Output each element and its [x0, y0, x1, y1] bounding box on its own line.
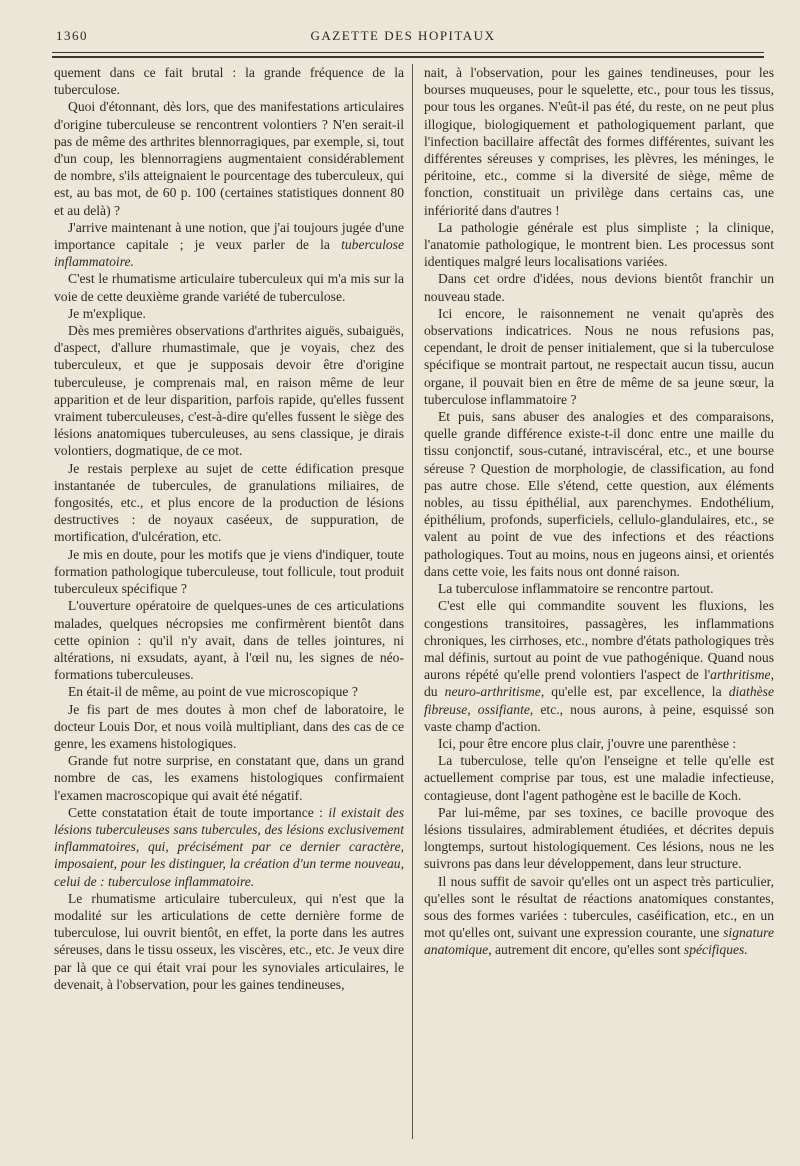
text-run: La tuberculose inflammatoire se rencontre partout. [438, 581, 714, 597]
text-run: La tuberculose, telle qu'on l'enseigne et telle qu'elle est actuellement comprise par tous, est une maladie infectieuse, contagieuse, dont l'agent pathogène est le bacille de Koch. [424, 753, 774, 803]
paragraph [424, 597, 774, 735]
publication-title: GAZETTE DES HOPITAUX [310, 28, 496, 43]
paragraph [424, 408, 774, 580]
paragraph [424, 735, 774, 752]
text-run: La pathologie générale est plus simpliste ; la clinique, l'anatomie pathologique, le montrent bien. Les processus sont identiques malgré leurs localisations variées. [424, 219, 774, 270]
paragraph [54, 64, 404, 98]
text-run: Quoi d'étonnant, dès lors, que des manifestations articulaires d'origine tuberculeuse se rencontrent volontiers ? N'en serait-il pas de même des arthrites blennorragiques, par exemple, si, tout d'un coup, les blennorragiens augmentaient considérablement de nombre, s'ils atteignaient le pourcentage des tuberculeux, qui est, au bas mot, de 60 p. 100 (certaines statistiques donnent 80 et au delà) ? [54, 99, 404, 218]
text-run: Dès mes premières observations d'arthrites aiguës, subaiguës, d'aspect, d'allure rhumastimale, que je voyais, chez des tuberculeux, et que je supposais devoir être d'origine tuberculeuse, je comprenais mal, en raison même de leur apparition et de leur disparition, parfois rapide, qu'elles fussent vraiment tuberculeuses, c'est-à-dire qu'elles fussent le siège des lésions anatomiques tuberculeuses, au sens classique, je dirais volontiers, dogmatique, de ce mot. [54, 323, 404, 459]
text-run: Le rhumatisme articulaire tuberculeux, qui n'est que la modalité sur les articulations de cette dernière forme de tuberculose, lui ouvrit bientôt, en effet, la porte dans les autres séreuses, dans le tissu osseux, les viscères, etc., etc. Je veux dire par là que ce qui était vrai pour les synoviales articulaires, le devenait, à l'observation, pour les gaines tendineuses, [54, 890, 404, 992]
text-run: C'est elle qui commandite souvent les fluxions, les congestions transitoires, passagères, les inflammations chroniques, les cirrhoses, etc., nombre d'états pathologiques très mal définis, surtout au point de vue pathogénique. Quand nous aurons répété qu'elle prend volontiers l'aspect de l' [424, 598, 774, 683]
paragraph [54, 804, 404, 890]
right-column [424, 64, 774, 1144]
italic-text: neuro-arthritisme [444, 684, 541, 700]
italic-text: il existait des lésions tuberculeuses sans tubercules, des lésions exclusivement inflammatoires, qui, précisément par ce dernier caractère, imposaient, pour les distinguer, la création d'un terme nouveau, celui de : tuberculose inflammatoire. [54, 804, 404, 889]
text-run: C'est le rhumatisme articulaire tuberculeux qui m'a mis sur la voie de cette deuxième grande variété de tuberculose. [54, 271, 404, 304]
text-run: , etc., nous aurons, à peine, esquissé son vaste champ d'action. [424, 701, 774, 734]
paragraph [424, 305, 774, 408]
paragraph [54, 597, 404, 683]
paragraph [54, 701, 404, 753]
paragraph [54, 270, 404, 304]
paragraph [54, 683, 404, 700]
paragraph [424, 580, 774, 597]
text-run: quement dans ce fait brutal : la grande fréquence de la tuberculose. [54, 65, 404, 98]
paragraph [54, 890, 404, 993]
text-run: Grande fut notre surprise, en constatant que, dans un grand nombre de cas, les examens histologiques confirmaient l'examen macroscopique qui avait été négatif. [54, 753, 404, 803]
text-run: Je fis part de mes doutes à mon chef de laboratoire, le docteur Louis Dor, et nous voilà multipliant, dans des cas de ce genre, les examens histologiques. [54, 701, 404, 751]
column-divider [412, 64, 413, 1139]
text-run: Cette constatation était de toute importance : [68, 804, 329, 820]
text-run: Je mis en doute, pour les motifs que je viens d'indiquer, toute formation pathologique tuberculeuse, tout follicule, tout produit tuberculeux spécifique ? [54, 546, 404, 597]
paragraph [54, 219, 404, 271]
italic-text: spécifiques. [683, 942, 748, 958]
text-run: , autrement dit encore, qu'elles sont [488, 942, 684, 958]
text-run: nait, à l'observation, pour les gaines tendineuses, pour les bourses muqueuses, pour le squelette, etc., pour tous les tissus, pour tous les organes. N'eût-il pas été, du reste, on ne peut plus illogique, biologiquement et pathologiquement parlant, que l'infection bacillaire affectât des formes différentes, suivant les différentes séreuses y comprises, les plèvres, les méninges, le péritoine, etc., comme si la diversité de siège, même de fonction, constituait un privilège dans certains cas, une infériorité dans d'autres ! [424, 65, 774, 218]
text-run: , du [424, 667, 774, 700]
text-run: L'ouverture opératoire de quelques-unes de ces articulations malades, quelques nécropsies me confirmèrent bientôt dans cette opinion : qu'il n'y avait, dans de telles jointures, ni altérations, ni exsudats, ayant, à l'œil nu, les signes de néo-formations tuberculeuses. [54, 598, 404, 683]
italic-text: diathèse fibreuse, ossifiante [424, 684, 774, 717]
paragraph [424, 64, 774, 219]
page-number: 1360 [56, 28, 88, 43]
text-run: Par lui-même, par ses toxines, ce bacille provoque des lésions tissulaires, admirablement étudiées, et décrites depuis longtemps, surtout histologiquement. Ces lésions, nous ne les suivrons pas dans leur développement, dans leur structure. [424, 804, 774, 872]
text-run: J'arrive maintenant à une notion, que j'ai toujours jugée d'une importance capitale ; je veux parler de la [54, 219, 404, 253]
paragraph [424, 804, 774, 873]
text-run: Dans cet ordre d'idées, nous devions bientôt franchir un nouveau stade. [424, 271, 774, 304]
text-run: Je restais perplexe au sujet de cette édification presque instantanée de tubercules, de granulations miliaires, de fongosités, etc., et plus encore de la production de lésions destructives : de noyaux caséeux, de suppuration, de mortification, d'ulcération, etc. [54, 460, 404, 545]
paragraph [54, 546, 404, 598]
header-rule [52, 52, 764, 53]
italic-text: signature anatomique [424, 925, 774, 958]
italic-text: tuberculose inflammatoire. [54, 237, 404, 270]
text-run: Il nous suffit de savoir qu'elles ont un aspect très particulier, qu'elles sont le résultat de réactions anatomiques constantes, sous des formes variées : tubercules, caséification, etc., en un mot qu'elles ont, suivant une expression courante, une [424, 873, 774, 941]
text-run: Et puis, sans abuser des analogies et des comparaisons, quelle grande différence existe-t-il donc entre une maille du tissu conjonctif, sous-cutané, intraviscéral, etc., et une bourse séreuse ? Question de morphologie, de classification, au fond pas autre chose. Elle s'étend, cette question, aux éléments nobles, au tissu épithélial, aux parenchymes. Endothélium, épithélium, profonds, superficiels, cellulo-glandulaires, etc., se valent au point de vue des infections et des réactions pathologiques. Tout au moins, nous en jugeons ainsi, et orientés dans cette voie, les faits nous ont donné raison. [424, 409, 774, 579]
text-run: En était-il de même, au point de vue microscopique ? [68, 684, 358, 700]
italic-text: arthritisme [710, 667, 771, 683]
header-rule-thick [52, 56, 764, 58]
text-run: Je m'explique. [68, 305, 146, 321]
paragraph [54, 322, 404, 460]
paragraph [424, 752, 774, 804]
text-run: , qu'elle est, par excellence, la [540, 684, 729, 700]
paragraph [424, 270, 774, 304]
paragraph [54, 305, 404, 322]
paragraph [424, 873, 774, 959]
text-run: Ici encore, le raisonnement ne venait qu'après des observations indicatrices. Nous ne nous refusions pas, cependant, le droit de penser initialement, que si la tuberculose spécifique se montrait partout, ne respectait aucun tissu, aucun organe, il pouvait bien en être de même de sa jeune sœur, la tuberculose inflammatoire ? [424, 305, 774, 407]
paragraph [54, 460, 404, 546]
paragraph [54, 98, 404, 218]
text-run: Ici, pour être encore plus clair, j'ouvre une parenthèse : [438, 735, 737, 751]
page-header [48, 28, 758, 50]
left-column [54, 64, 404, 1144]
paragraph [54, 752, 404, 804]
paragraph [424, 219, 774, 271]
